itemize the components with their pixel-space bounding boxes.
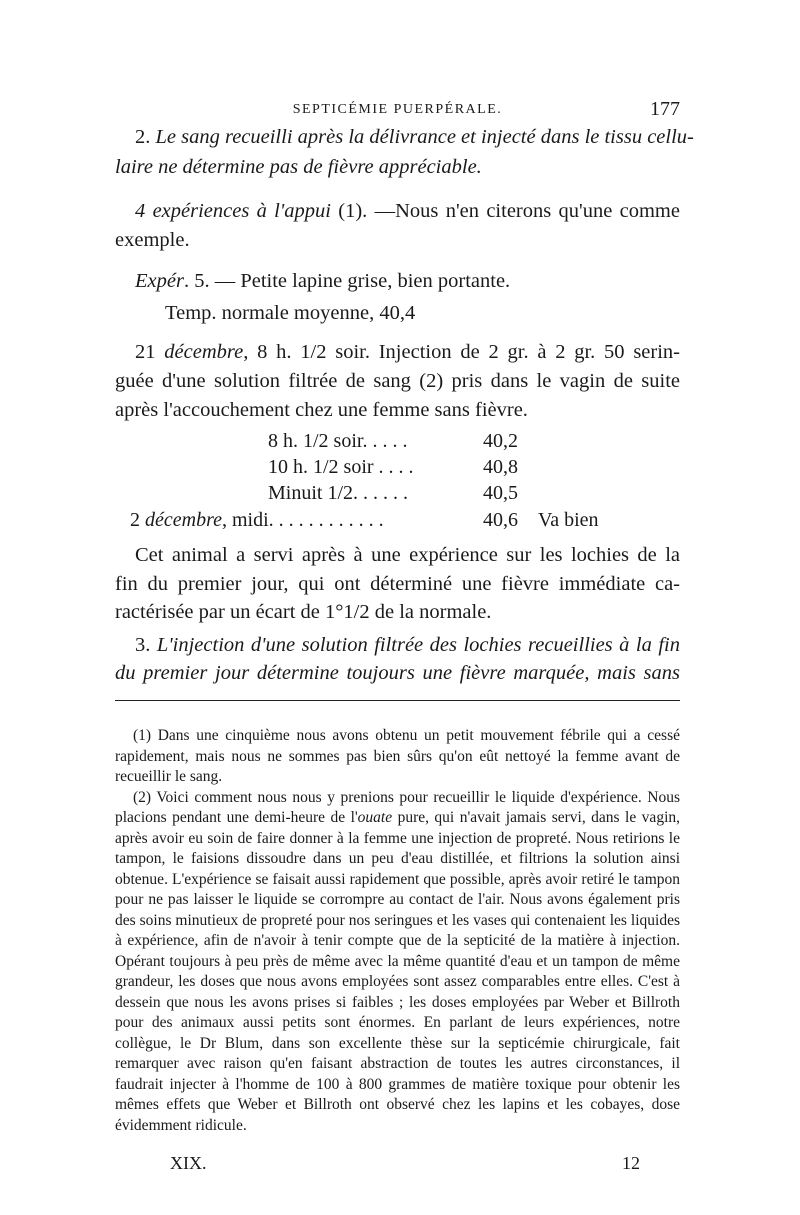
- temperature-value: 40,2: [483, 430, 518, 452]
- temperature-value: 40,6: [483, 509, 518, 531]
- time-label: 2 décembre, midi. . . . . . . . . . . .: [130, 509, 384, 531]
- proposition-3-line-2: du premier jour détermine toujours une fièvre marquée, mais sans: [115, 662, 680, 684]
- status-note: Va bien: [538, 509, 599, 531]
- proposition-3-line-1: [135, 634, 680, 657]
- italic-text: Le sang recueilli après la délivrance et injecté dans le tissu cellu-: [155, 126, 694, 148]
- temperature-row: [115, 430, 680, 454]
- temperature-row: [115, 482, 680, 506]
- result-line-1: Cet animal a servi après à une expérience sur les lochies de la: [135, 544, 680, 566]
- text: (1). —Nous n'en citerons qu'une comme: [330, 200, 680, 222]
- footnotes: [115, 726, 680, 1136]
- temperature-value: 40,5: [483, 482, 518, 504]
- temperature-value: 40,8: [483, 456, 518, 478]
- page-header: [115, 98, 680, 122]
- proposition-2-line-2: laire ne détermine pas de fièvre appréciable.: [115, 156, 482, 178]
- temperature-row: [115, 456, 680, 480]
- text: , 8 h. 1/2 soir. Injection de 2 gr. à 2 gr. 50 serin-: [243, 341, 681, 363]
- time-label: Minuit 1/2. . . . . .: [268, 482, 409, 504]
- result-line-3: ractérisée par un écart de 1°1/2 de la normale.: [115, 601, 492, 623]
- experiment-heading: [135, 270, 680, 293]
- text: . 5. — Petite lapine grise, bien portante.: [183, 270, 511, 292]
- italic-text: décembre: [164, 341, 244, 363]
- italic-text: L'injection d'une solution filtrée des lochies recueillies à la fin: [156, 634, 680, 656]
- time-label: 10 h. 1/2 soir . . . .: [268, 456, 414, 478]
- result-line-2: fin du premier jour, qui ont déterminé une fièvre immédiate ca-: [115, 573, 680, 595]
- numeral: 2.: [135, 126, 156, 148]
- numeral: 3.: [135, 634, 157, 656]
- text: 21: [135, 341, 165, 363]
- time-label: 8 h. 1/2 soir. . . . .: [268, 430, 408, 452]
- footnote-rule: [115, 700, 680, 701]
- italic-text: 4 expériences à l'appui: [135, 200, 331, 222]
- injection-line-1: [135, 341, 680, 364]
- experiments-line-1: [135, 200, 680, 223]
- normal-temperature: Temp. normale moyenne, 40,4: [165, 302, 416, 324]
- footnote-2: (2) Voici comment nous nous y prenions pour recueillir le liquide d'expérience. Nous placions pendant une demi-heure de l'ouate pure, qui n'avait jamais servi, dans le vagin, après avoir eu soin de faire donner à la femme une injection de propreté. Nous retirions le tampon, le faisions dissoudre dans un peu d'eau distillée, et filtrions la solution ainsi obtenue. L'expérience se faisait aussi rapidement que possible, après avoir retiré le tampon pour ne pas laisser le liquide se corrompre au contact de l'air. Nous avons également pris des soins minutieux de propreté pour nos seringues et les vases qui contenaient les liquides à expérience, afin de n'avoir à tenir compte que de la septicité de la matière à injection. Opérant toujours à peu près de même avec la même quantité d'eau et un tampon de même grandeur, les doses que nous avons employées sont assez comparables entre elles. C'est à dessein que nous les avons prises si faibles ; les doses employées par Weber et Billroth pour des animaux aussi petits sont énormes. En parlant de leurs expériences, notre collègue, le Dr Blum, dans son excellente thèse sur la septicémie chirurgicale, fait remarquer avec raison qu'en faisant abstraction de toutes les autres circonstances, il faudrait injecter à l'homme de 100 à 800 grammes de matière toxique pour obtenir les mêmes effets que Weber et Billroth ont observé chez les lapins et les cobayes, dose évidemment ridicule.: [115, 788, 680, 1134]
- sheet-number: 12: [622, 1153, 640, 1173]
- proposition-2-line-1: [135, 126, 694, 149]
- running-title: SEPTICÉMIE PUERPÉRALE.: [292, 102, 503, 117]
- signature-mark: XIX.: [170, 1153, 207, 1173]
- injection-line-3: après l'accouchement chez une femme sans fièvre.: [115, 399, 528, 421]
- experiments-line-2: exemple.: [115, 229, 190, 251]
- page-number: 177: [650, 98, 680, 120]
- italic-text: Expér: [135, 270, 184, 292]
- footnote-1: (1) Dans une cinquième nous avons obtenu un petit mouvement fébrile qui a cessé rapidement, mais nous ne sommes pas bien sûrs qu'on eût nettoyé la femme avant de recueillir le sang.: [115, 727, 680, 785]
- injection-line-2: guée d'une solution filtrée de sang (2) pris dans le vagin de suite: [115, 370, 680, 392]
- temperature-row: [115, 509, 680, 533]
